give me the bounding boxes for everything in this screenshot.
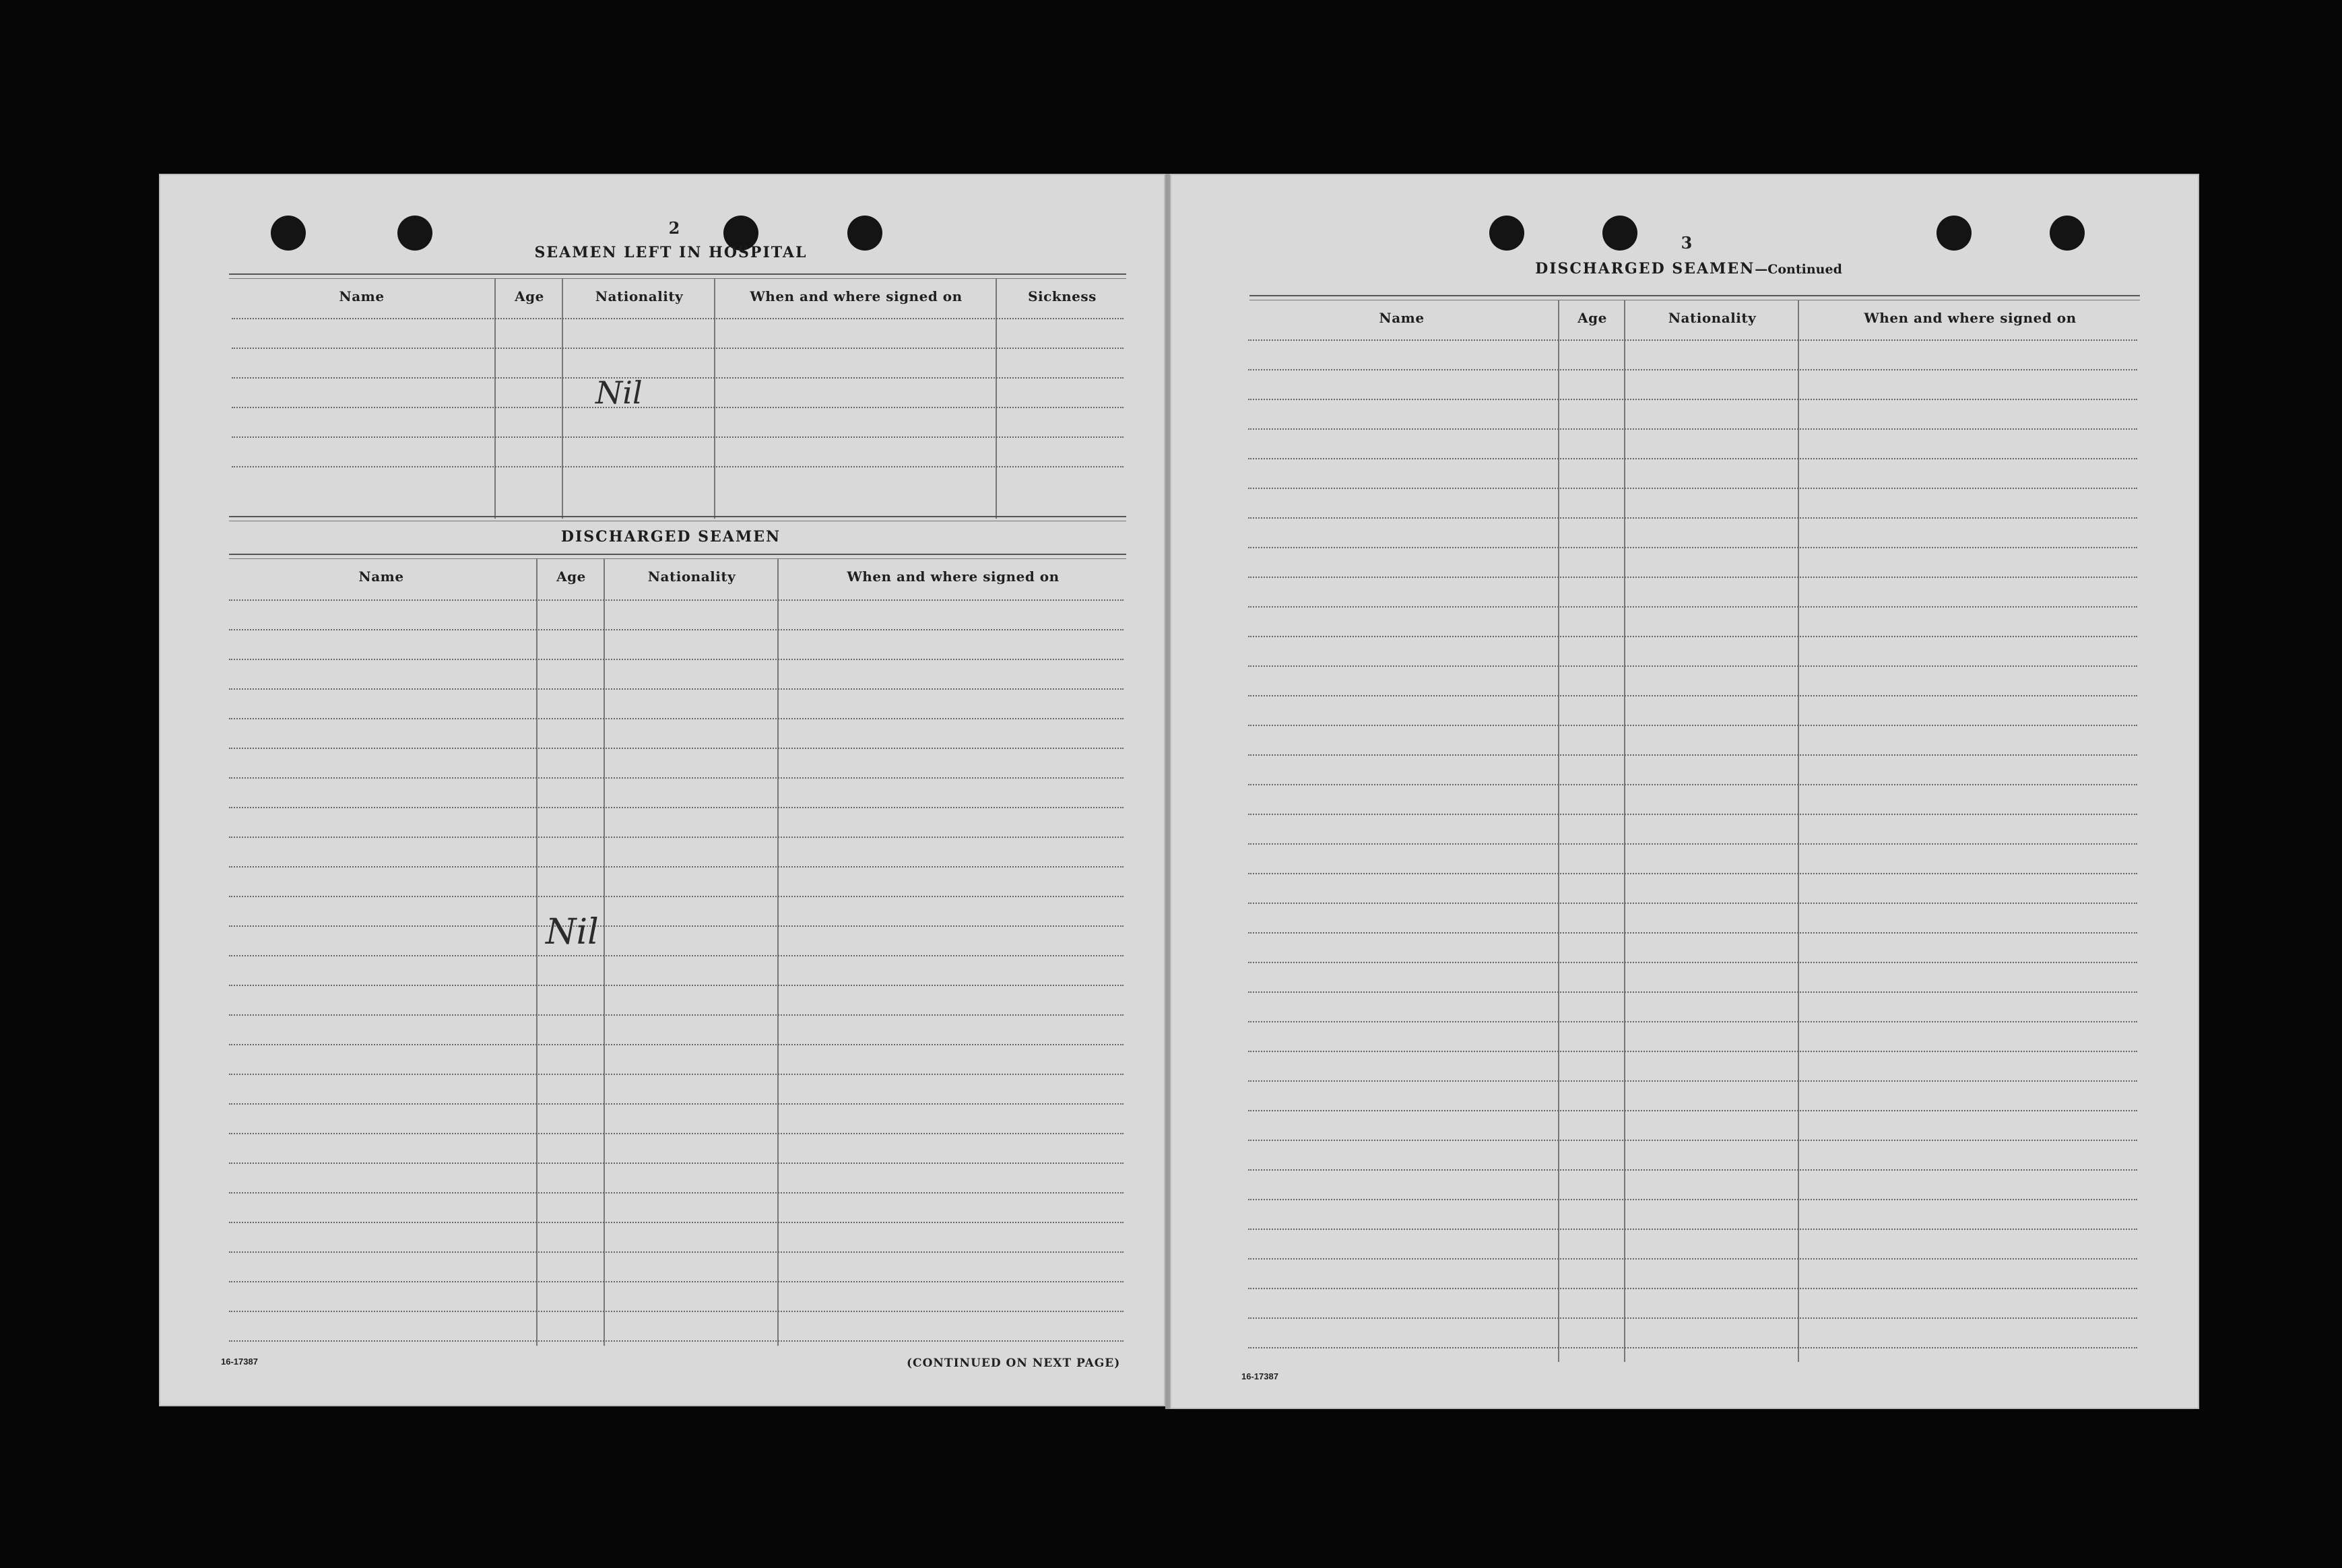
- row-line: [229, 896, 1124, 897]
- continued-note: (CONTINUED ON NEXT PAGE): [907, 1357, 1121, 1370]
- punch-hole: [847, 216, 882, 251]
- row-line: [1248, 488, 2137, 489]
- row-line: [229, 1074, 1124, 1075]
- row-line: [1248, 873, 2137, 874]
- row-line: [229, 1133, 1124, 1134]
- left-page: [159, 174, 1165, 1406]
- col-header: Name: [1379, 310, 1425, 326]
- section-rule: [229, 516, 1126, 521]
- punch-hole: [397, 216, 432, 251]
- row-line: [1248, 1021, 2137, 1022]
- col-header: Age: [1577, 310, 1607, 326]
- row-line: [232, 407, 1124, 408]
- row-line: [1248, 725, 2137, 726]
- col-header: When and where signed on: [750, 288, 963, 304]
- row-line: [229, 1044, 1124, 1045]
- row-line: [1248, 695, 2137, 696]
- page-number: 3: [1681, 233, 1693, 253]
- section-title-suffix: —Continued: [1755, 262, 1842, 277]
- col-header: Age: [556, 568, 586, 585]
- col-header: When and where signed on: [1864, 310, 2077, 326]
- row-line: [1248, 903, 2137, 904]
- form-number: 16-17387: [1241, 1371, 1278, 1381]
- col-nationality: [604, 559, 779, 1346]
- row-line: [229, 659, 1124, 660]
- row-line: [1248, 991, 2137, 993]
- page-number: 2: [668, 218, 680, 238]
- col-age: [1558, 300, 1625, 1362]
- row-line: [1248, 1080, 2137, 1082]
- row-line: [1248, 1051, 2137, 1052]
- form-number: 16-17387: [221, 1357, 258, 1367]
- row-line: [1248, 606, 2137, 608]
- section-rule: [1249, 295, 2140, 300]
- row-line: [1248, 932, 2137, 934]
- row-line: [1248, 1169, 2137, 1171]
- col-signed-on: [1798, 300, 2141, 1362]
- row-line: [232, 377, 1124, 379]
- row-line: [229, 748, 1124, 749]
- col-name: [229, 279, 494, 519]
- row-line: [1248, 428, 2137, 430]
- row-line: [229, 985, 1124, 986]
- col-header: Nationality: [647, 568, 736, 585]
- row-line: [1248, 814, 2137, 815]
- row-line: [232, 466, 1124, 467]
- row-line: [1248, 754, 2137, 756]
- row-line: [1248, 339, 2137, 341]
- col-signed-on: [777, 559, 1128, 1346]
- row-line: [229, 1014, 1124, 1016]
- section-rule: [229, 554, 1126, 559]
- row-line: [229, 1192, 1124, 1194]
- row-line: [1248, 458, 2137, 459]
- row-line: [229, 837, 1124, 838]
- row-line: [1248, 962, 2137, 963]
- row-line: [1248, 369, 2137, 370]
- col-header: Age: [515, 288, 544, 304]
- row-line: [229, 629, 1124, 630]
- row-line: [1248, 399, 2137, 400]
- discharged-continued-table: [1245, 300, 2140, 1362]
- col-header: Name: [358, 568, 404, 585]
- punch-hole: [2050, 216, 2085, 251]
- row-line: [1248, 1258, 2137, 1260]
- row-line: [229, 955, 1124, 956]
- punch-hole: [271, 216, 306, 251]
- col-age: [536, 559, 605, 1346]
- handwritten-entry: Nil: [546, 912, 599, 952]
- row-line: [229, 1340, 1124, 1342]
- row-line: [229, 777, 1124, 779]
- row-line: [1248, 1317, 2137, 1319]
- handwritten-entry: Nil: [595, 374, 643, 411]
- row-line: [1248, 843, 2137, 845]
- row-line: [229, 599, 1124, 601]
- row-line: [229, 1103, 1124, 1105]
- discharged-section-title: DISCHARGED SEAMEN: [560, 528, 781, 546]
- right-page: [1170, 174, 2199, 1409]
- hospital-section-title: SEAMEN LEFT IN HOSPITAL: [534, 244, 808, 261]
- row-line: [1248, 665, 2137, 667]
- row-line: [229, 688, 1124, 690]
- discharged-table: [226, 559, 1126, 1346]
- row-line: [1248, 636, 2137, 637]
- row-line: [229, 866, 1124, 868]
- col-age: [494, 279, 563, 519]
- col-name: [226, 559, 536, 1346]
- col-nationality: [1624, 300, 1799, 1362]
- col-header: Nationality: [595, 288, 684, 304]
- row-line: [232, 348, 1124, 349]
- row-line: [1248, 1140, 2137, 1141]
- col-header: When and where signed on: [847, 568, 1060, 585]
- row-line: [1248, 577, 2137, 578]
- row-line: [1248, 1199, 2137, 1200]
- row-line: [232, 436, 1124, 438]
- section-title-text: DISCHARGED SEAMEN: [1535, 260, 1755, 277]
- row-line: [229, 1163, 1124, 1164]
- row-line: [229, 718, 1124, 719]
- discharged-continued-title: [1507, 260, 1871, 277]
- row-line: [1248, 1110, 2137, 1111]
- row-line: [232, 318, 1124, 319]
- hospital-table: [229, 279, 1126, 519]
- row-line: [229, 1311, 1124, 1312]
- row-line: [229, 925, 1124, 927]
- page-spine: [1165, 174, 1170, 1409]
- col-header: Name: [339, 288, 385, 304]
- row-line: [1248, 1288, 2137, 1289]
- row-line: [1248, 1347, 2137, 1348]
- row-line: [229, 1251, 1124, 1253]
- punch-hole: [1489, 216, 1524, 251]
- col-signed-on: [714, 279, 997, 519]
- col-name: [1245, 300, 1558, 1362]
- col-sickness: [996, 279, 1128, 519]
- section-rule: [229, 273, 1126, 279]
- punch-hole: [1602, 216, 1637, 251]
- row-line: [1248, 1229, 2137, 1230]
- row-line: [1248, 547, 2137, 548]
- row-line: [229, 1281, 1124, 1282]
- row-line: [1248, 784, 2137, 785]
- col-header: Sickness: [1028, 288, 1097, 304]
- row-line: [229, 807, 1124, 808]
- row-line: [229, 1222, 1124, 1223]
- punch-hole: [1937, 216, 1972, 251]
- row-line: [1248, 517, 2137, 519]
- col-header: Nationality: [1668, 310, 1757, 326]
